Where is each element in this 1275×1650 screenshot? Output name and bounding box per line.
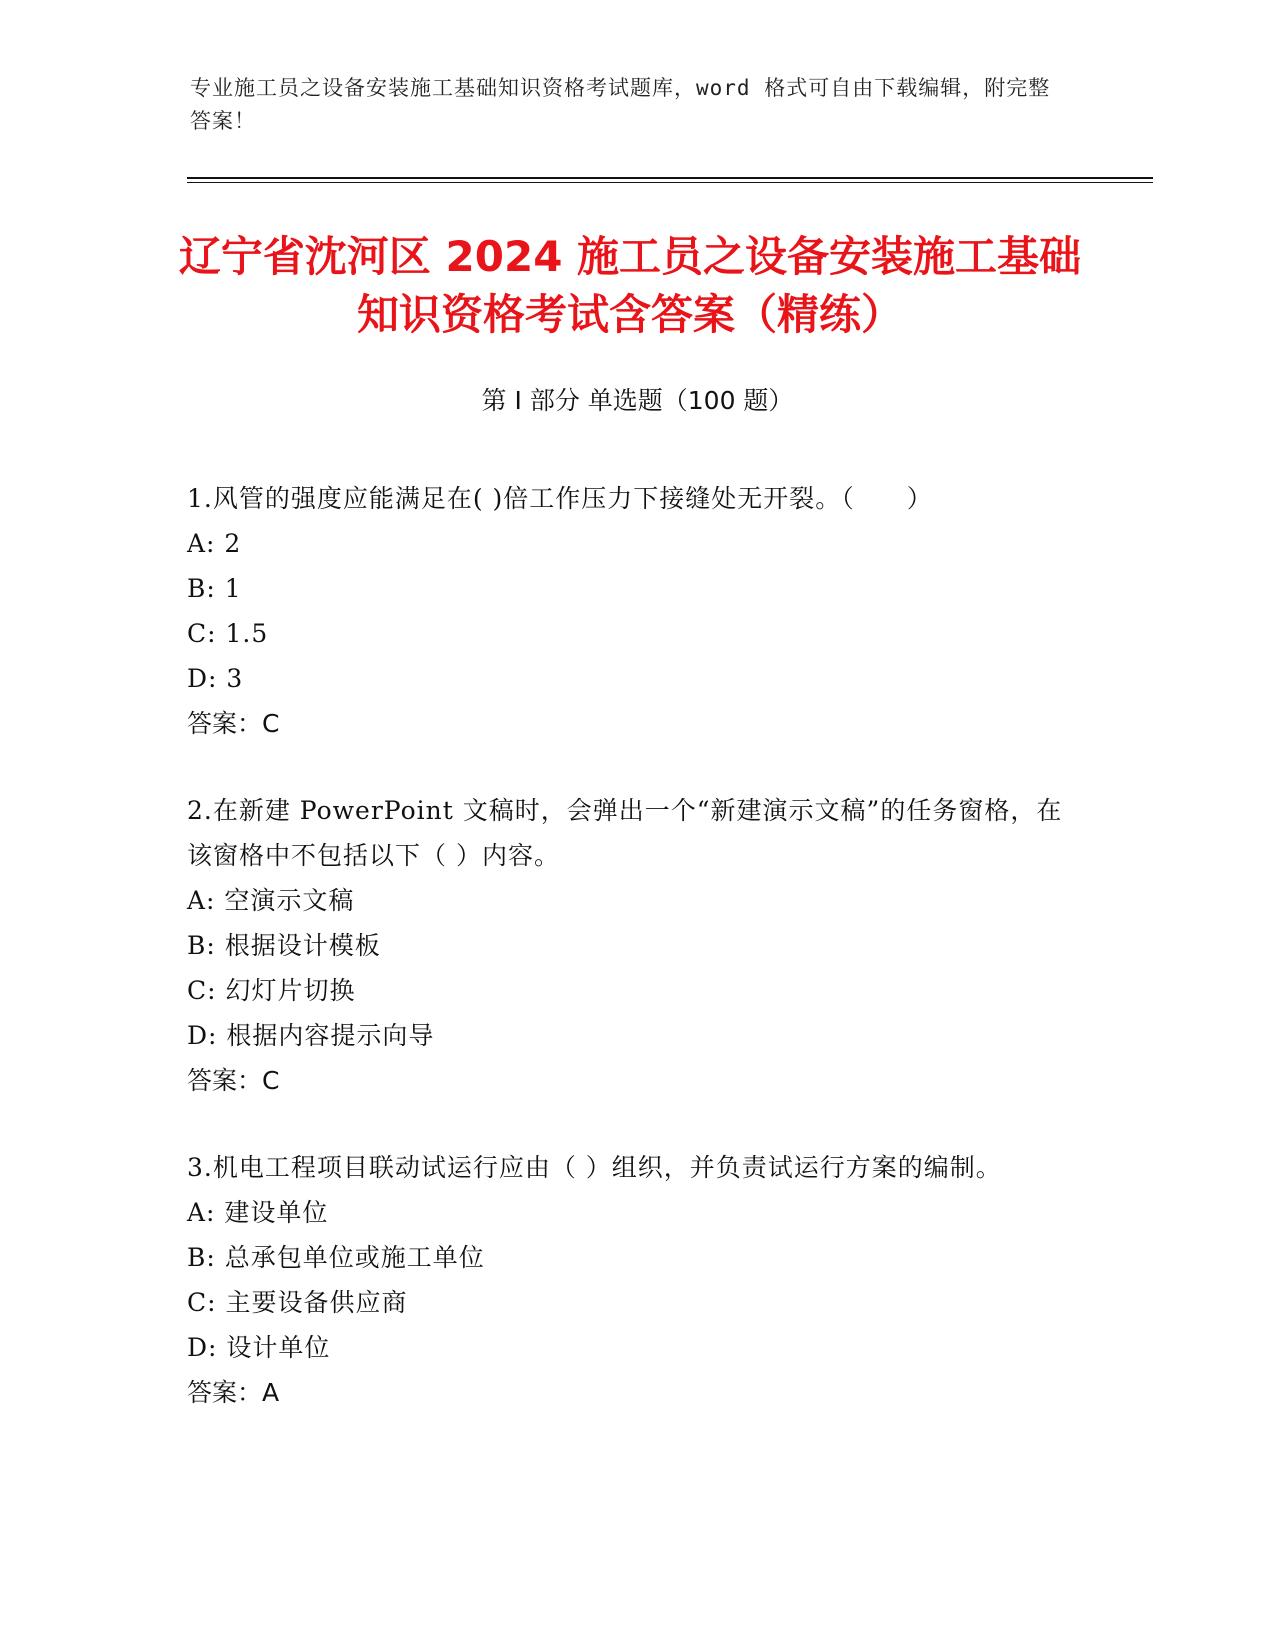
option-b: B: 1 [187,574,242,603]
header-divider-thin [187,182,1153,183]
question-list [187,476,1077,1457]
document-title: 辽宁省沈河区 2024 施工员之设备安装施工基础知识资格考试含答案（精练） [178,232,1082,339]
question-stem: 1.风管的强度应能满足在( )倍工作压力下接缝处无开裂。（ ） [187,484,933,513]
question-stem: 2.在新建 PowerPoint 文稿时，会弹出一个“新建演示文稿”的任务窗格，在该窗格中不包括以下（ ）内容。 [187,796,1063,870]
option-d: D: 设计单位 [187,1333,331,1362]
header-note: 专业施工员之设备安装施工基础知识资格考试题库，word 格式可自由下载编辑，附完整答案！ [190,76,1051,133]
question-2 [187,788,1077,1103]
option-d: D: 根据内容提示向导 [187,1021,435,1050]
option-a: A: 空演示文稿 [187,886,355,915]
option-b: B: 根据设计模板 [187,931,381,960]
option-a: A: 2 [187,529,242,558]
question-1 [187,476,1077,746]
answer: 答案：A [187,1378,280,1407]
answer: 答案：C [187,709,280,738]
answer: 答案：C [187,1066,280,1095]
question-stem: 3.机电工程项目联动试运行应由（ ）组织，并负责试运行方案的编制。 [187,1153,1002,1182]
option-c: C: 1.5 [187,619,269,648]
question-3 [187,1145,1077,1415]
option-d: D: 3 [187,664,244,693]
section-heading: 第 I 部分 单选题（100 题） [481,386,794,415]
option-b: B: 总承包单位或施工单位 [187,1243,485,1272]
option-c: C: 主要设备供应商 [187,1288,408,1317]
header-divider-thick [187,177,1153,179]
option-a: A: 建设单位 [187,1198,329,1227]
option-c: C: 幻灯片切换 [187,976,356,1005]
